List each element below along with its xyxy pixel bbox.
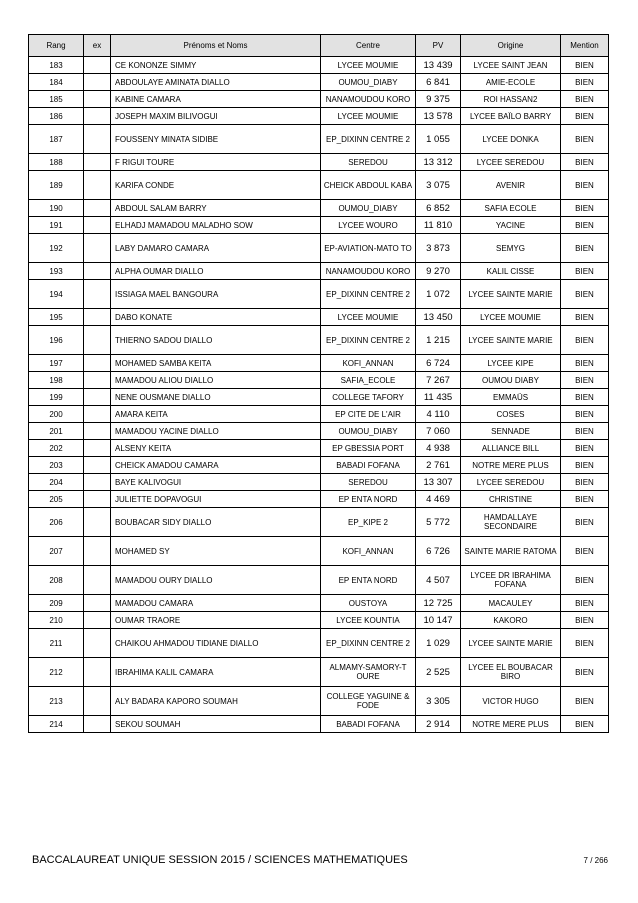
ex-cell	[84, 491, 111, 508]
centre-cell: EP_DIXINN CENTRE 2	[321, 326, 416, 355]
centre-cell: KOFI_ANNAN	[321, 355, 416, 372]
origine-cell: OUMOU DIABY	[461, 372, 561, 389]
header-origine: Origine	[461, 35, 561, 57]
pv-cell: 1 072	[416, 280, 461, 309]
rang-cell: 190	[29, 200, 84, 217]
rang-cell: 189	[29, 171, 84, 200]
pv-cell: 4 469	[416, 491, 461, 508]
results-table	[28, 34, 609, 733]
ex-cell	[84, 629, 111, 658]
ex-cell	[84, 687, 111, 716]
origine-cell: SEMYG	[461, 234, 561, 263]
origine-cell: VICTOR HUGO	[461, 687, 561, 716]
centre-cell: ALMAMY-SAMORY-T OURE	[321, 658, 416, 687]
rang-cell: 213	[29, 687, 84, 716]
pv-cell: 2 914	[416, 716, 461, 733]
origine-cell: LYCEE SEREDOU	[461, 474, 561, 491]
table-row	[29, 595, 609, 612]
centre-cell: SAFIA_ECOLE	[321, 372, 416, 389]
table-row	[29, 154, 609, 171]
header-mention: Mention	[561, 35, 609, 57]
origine-cell: ALLIANCE BILL	[461, 440, 561, 457]
mention-cell: BIEN	[561, 91, 609, 108]
origine-cell: SAINTE MARIE RATOMA	[461, 537, 561, 566]
name-cell: ELHADJ MAMADOU MALADHO SOW	[111, 217, 321, 234]
mention-cell: BIEN	[561, 406, 609, 423]
ex-cell	[84, 125, 111, 154]
pv-cell: 6 841	[416, 74, 461, 91]
rang-cell: 188	[29, 154, 84, 171]
name-cell: KARIFA CONDE	[111, 171, 321, 200]
name-cell: ALY BADARA KAPORO SOUMAH	[111, 687, 321, 716]
centre-cell: LYCEE KOUNTIA	[321, 612, 416, 629]
pv-cell: 4 507	[416, 566, 461, 595]
name-cell: SEKOU SOUMAH	[111, 716, 321, 733]
rang-cell: 210	[29, 612, 84, 629]
table-row	[29, 171, 609, 200]
centre-cell: EP_KIPE 2	[321, 508, 416, 537]
origine-cell: ROI HASSAN2	[461, 91, 561, 108]
name-cell: MAMADOU YACINE DIALLO	[111, 423, 321, 440]
page-footer	[32, 854, 608, 870]
rang-cell: 187	[29, 125, 84, 154]
centre-cell: SEREDOU	[321, 154, 416, 171]
centre-cell: EP-AVIATION-MATO TO	[321, 234, 416, 263]
name-cell: MOHAMED SY	[111, 537, 321, 566]
centre-cell: EP_DIXINN CENTRE 2	[321, 280, 416, 309]
rang-cell: 192	[29, 234, 84, 263]
table-row	[29, 491, 609, 508]
rang-cell: 193	[29, 263, 84, 280]
origine-cell: LYCEE SAINTE MARIE	[461, 280, 561, 309]
ex-cell	[84, 280, 111, 309]
rang-cell: 194	[29, 280, 84, 309]
rang-cell: 209	[29, 595, 84, 612]
table-row	[29, 372, 609, 389]
ex-cell	[84, 108, 111, 125]
centre-cell: EP CITE DE L'AIR	[321, 406, 416, 423]
rang-cell: 208	[29, 566, 84, 595]
ex-cell	[84, 217, 111, 234]
name-cell: LABY DAMARO CAMARA	[111, 234, 321, 263]
name-cell: CHEICK AMADOU CAMARA	[111, 457, 321, 474]
mention-cell: BIEN	[561, 508, 609, 537]
table-row	[29, 389, 609, 406]
mention-cell: BIEN	[561, 687, 609, 716]
ex-cell	[84, 91, 111, 108]
table-row	[29, 326, 609, 355]
table-row	[29, 406, 609, 423]
origine-cell: MACAULEY	[461, 595, 561, 612]
rang-cell: 202	[29, 440, 84, 457]
pv-cell: 13 312	[416, 154, 461, 171]
name-cell: CHAIKOU AHMADOU TIDIANE DIALLO	[111, 629, 321, 658]
table-row	[29, 612, 609, 629]
pv-cell: 6 852	[416, 200, 461, 217]
mention-cell: BIEN	[561, 423, 609, 440]
table-row	[29, 91, 609, 108]
ex-cell	[84, 566, 111, 595]
origine-cell: YACINE	[461, 217, 561, 234]
table-row	[29, 263, 609, 280]
ex-cell	[84, 716, 111, 733]
name-cell: THIERNO SADOU DIALLO	[111, 326, 321, 355]
origine-cell: HAMDALLAYE SECONDAIRE	[461, 508, 561, 537]
centre-cell: LYCEE MOUMIE	[321, 108, 416, 125]
mention-cell: BIEN	[561, 372, 609, 389]
origine-cell: SENNADE	[461, 423, 561, 440]
rang-cell: 204	[29, 474, 84, 491]
mention-cell: BIEN	[561, 57, 609, 74]
centre-cell: EP ENTA NORD	[321, 491, 416, 508]
ex-cell	[84, 423, 111, 440]
rang-cell: 195	[29, 309, 84, 326]
name-cell: CE KONONZE SIMMY	[111, 57, 321, 74]
origine-cell: NOTRE MERE PLUS	[461, 716, 561, 733]
name-cell: OUMAR TRAORE	[111, 612, 321, 629]
table-row	[29, 508, 609, 537]
table-row	[29, 629, 609, 658]
footer-title: BACCALAUREAT UNIQUE SESSION 2015 / SCIENCES MATHEMATIQUES	[32, 854, 408, 866]
name-cell: BOUBACAR SIDY DIALLO	[111, 508, 321, 537]
table-row	[29, 474, 609, 491]
ex-cell	[84, 171, 111, 200]
pv-cell: 2 525	[416, 658, 461, 687]
pv-cell: 10 147	[416, 612, 461, 629]
name-cell: NENE OUSMANE DIALLO	[111, 389, 321, 406]
pv-cell: 3 873	[416, 234, 461, 263]
pv-cell: 13 439	[416, 57, 461, 74]
ex-cell	[84, 537, 111, 566]
mention-cell: BIEN	[561, 566, 609, 595]
ex-cell	[84, 200, 111, 217]
table-row	[29, 108, 609, 125]
ex-cell	[84, 372, 111, 389]
ex-cell	[84, 612, 111, 629]
origine-cell: KAKORO	[461, 612, 561, 629]
origine-cell: EMMAÜS	[461, 389, 561, 406]
table-row	[29, 423, 609, 440]
pv-cell: 4 110	[416, 406, 461, 423]
pv-cell: 9 270	[416, 263, 461, 280]
ex-cell	[84, 154, 111, 171]
table-row	[29, 74, 609, 91]
ex-cell	[84, 440, 111, 457]
centre-cell: EP_DIXINN CENTRE 2	[321, 125, 416, 154]
centre-cell: NANAMOUDOU KORO	[321, 263, 416, 280]
name-cell: AMARA KEITA	[111, 406, 321, 423]
name-cell: ABDOULAYE AMINATA DIALLO	[111, 74, 321, 91]
origine-cell: SAFIA ECOLE	[461, 200, 561, 217]
ex-cell	[84, 234, 111, 263]
pv-cell: 2 761	[416, 457, 461, 474]
header-ex: ex	[84, 35, 111, 57]
table-row	[29, 658, 609, 687]
centre-cell: LYCEE WOURO	[321, 217, 416, 234]
name-cell: MAMADOU ALIOU DIALLO	[111, 372, 321, 389]
origine-cell: LYCEE SEREDOU	[461, 154, 561, 171]
pv-cell: 1 055	[416, 125, 461, 154]
table-row	[29, 687, 609, 716]
mention-cell: BIEN	[561, 537, 609, 566]
name-cell: ISSIAGA MAEL BANGOURA	[111, 280, 321, 309]
origine-cell: CHRISTINE	[461, 491, 561, 508]
pv-cell: 3 305	[416, 687, 461, 716]
rang-cell: 203	[29, 457, 84, 474]
centre-cell: BABADI FOFANA	[321, 457, 416, 474]
origine-cell: LYCEE SAINT JEAN	[461, 57, 561, 74]
rang-cell: 212	[29, 658, 84, 687]
origine-cell: LYCEE SAINTE MARIE	[461, 326, 561, 355]
centre-cell: LYCEE MOUMIE	[321, 57, 416, 74]
name-cell: MAMADOU CAMARA	[111, 595, 321, 612]
rang-cell: 198	[29, 372, 84, 389]
name-cell: MOHAMED SAMBA KEITA	[111, 355, 321, 372]
name-cell: ABDOUL SALAM BARRY	[111, 200, 321, 217]
centre-cell: COLLEGE YAGUINE & FODE	[321, 687, 416, 716]
origine-cell: NOTRE MERE PLUS	[461, 457, 561, 474]
mention-cell: BIEN	[561, 217, 609, 234]
ex-cell	[84, 74, 111, 91]
centre-cell: BABADI FOFANA	[321, 716, 416, 733]
name-cell: DABO KONATE	[111, 309, 321, 326]
mention-cell: BIEN	[561, 234, 609, 263]
mention-cell: BIEN	[561, 629, 609, 658]
name-cell: F RIGUI TOURE	[111, 154, 321, 171]
origine-cell: LYCEE BAÏLO BARRY	[461, 108, 561, 125]
rang-cell: 201	[29, 423, 84, 440]
rang-cell: 197	[29, 355, 84, 372]
table-row	[29, 217, 609, 234]
mention-cell: BIEN	[561, 440, 609, 457]
pv-cell: 11 810	[416, 217, 461, 234]
rang-cell: 205	[29, 491, 84, 508]
name-cell: ALSENY KEITA	[111, 440, 321, 457]
mention-cell: BIEN	[561, 355, 609, 372]
pv-cell: 1 215	[416, 326, 461, 355]
mention-cell: BIEN	[561, 263, 609, 280]
pv-cell: 13 450	[416, 309, 461, 326]
mention-cell: BIEN	[561, 154, 609, 171]
header-centre: Centre	[321, 35, 416, 57]
pv-cell: 13 307	[416, 474, 461, 491]
centre-cell: EP ENTA NORD	[321, 566, 416, 595]
rang-cell: 196	[29, 326, 84, 355]
centre-cell: KOFI_ANNAN	[321, 537, 416, 566]
name-cell: KABINE CAMARA	[111, 91, 321, 108]
origine-cell: LYCEE DR IBRAHIMA FOFANA	[461, 566, 561, 595]
name-cell: IBRAHIMA KALIL CAMARA	[111, 658, 321, 687]
origine-cell: LYCEE KIPE	[461, 355, 561, 372]
pv-cell: 7 267	[416, 372, 461, 389]
centre-cell: COLLEGE TAFORY	[321, 389, 416, 406]
origine-cell: COSES	[461, 406, 561, 423]
name-cell: BAYE KALIVOGUI	[111, 474, 321, 491]
mention-cell: BIEN	[561, 612, 609, 629]
pv-cell: 6 726	[416, 537, 461, 566]
mention-cell: BIEN	[561, 474, 609, 491]
name-cell: FOUSSENY MINATA SIDIBE	[111, 125, 321, 154]
pv-cell: 9 375	[416, 91, 461, 108]
table-row	[29, 566, 609, 595]
pv-cell: 3 075	[416, 171, 461, 200]
mention-cell: BIEN	[561, 280, 609, 309]
pv-cell: 4 938	[416, 440, 461, 457]
rang-cell: 183	[29, 57, 84, 74]
rang-cell: 186	[29, 108, 84, 125]
mention-cell: BIEN	[561, 171, 609, 200]
ex-cell	[84, 57, 111, 74]
centre-cell: CHEICK ABDOUL KABA	[321, 171, 416, 200]
table-row	[29, 57, 609, 74]
mention-cell: BIEN	[561, 457, 609, 474]
pv-cell: 6 724	[416, 355, 461, 372]
table-row	[29, 537, 609, 566]
origine-cell: LYCEE SAINTE MARIE	[461, 629, 561, 658]
origine-cell: AVENIR	[461, 171, 561, 200]
table-row	[29, 457, 609, 474]
mention-cell: BIEN	[561, 200, 609, 217]
ex-cell	[84, 474, 111, 491]
centre-cell: OUSTOYA	[321, 595, 416, 612]
origine-cell: LYCEE MOUMIE	[461, 309, 561, 326]
mention-cell: BIEN	[561, 108, 609, 125]
table-row	[29, 200, 609, 217]
pv-cell: 7 060	[416, 423, 461, 440]
rang-cell: 200	[29, 406, 84, 423]
header-rang: Rang	[29, 35, 84, 57]
page-number: 7 / 266	[583, 856, 608, 865]
pv-cell: 13 578	[416, 108, 461, 125]
centre-cell: NANAMOUDOU KORO	[321, 91, 416, 108]
rang-cell: 207	[29, 537, 84, 566]
centre-cell: OUMOU_DIABY	[321, 74, 416, 91]
centre-cell: LYCEE MOUMIE	[321, 309, 416, 326]
mention-cell: BIEN	[561, 309, 609, 326]
rang-cell: 191	[29, 217, 84, 234]
table-row	[29, 716, 609, 733]
centre-cell: EP GBESSIA PORT	[321, 440, 416, 457]
centre-cell: EP_DIXINN CENTRE 2	[321, 629, 416, 658]
origine-cell: LYCEE EL BOUBACAR BIRO	[461, 658, 561, 687]
table-row	[29, 234, 609, 263]
ex-cell	[84, 658, 111, 687]
pv-cell: 5 772	[416, 508, 461, 537]
mention-cell: BIEN	[561, 74, 609, 91]
table-row	[29, 280, 609, 309]
rang-cell: 211	[29, 629, 84, 658]
table-row	[29, 125, 609, 154]
pv-cell: 12 725	[416, 595, 461, 612]
rang-cell: 185	[29, 91, 84, 108]
centre-cell: SEREDOU	[321, 474, 416, 491]
ex-cell	[84, 457, 111, 474]
rang-cell: 199	[29, 389, 84, 406]
pv-cell: 1 029	[416, 629, 461, 658]
centre-cell: OUMOU_DIABY	[321, 423, 416, 440]
ex-cell	[84, 406, 111, 423]
mention-cell: BIEN	[561, 716, 609, 733]
ex-cell	[84, 355, 111, 372]
table-row	[29, 355, 609, 372]
ex-cell	[84, 595, 111, 612]
name-cell: JOSEPH MAXIM BILIVOGUI	[111, 108, 321, 125]
ex-cell	[84, 309, 111, 326]
mention-cell: BIEN	[561, 326, 609, 355]
ex-cell	[84, 508, 111, 537]
header-pv: PV	[416, 35, 461, 57]
rang-cell: 184	[29, 74, 84, 91]
name-cell: MAMADOU OURY DIALLO	[111, 566, 321, 595]
rang-cell: 214	[29, 716, 84, 733]
header-nom: Prénoms et Noms	[111, 35, 321, 57]
table-header-row	[29, 35, 609, 57]
centre-cell: OUMOU_DIABY	[321, 200, 416, 217]
pv-cell: 11 435	[416, 389, 461, 406]
origine-cell: LYCEE DONKA	[461, 125, 561, 154]
table-row	[29, 440, 609, 457]
ex-cell	[84, 263, 111, 280]
table-row	[29, 309, 609, 326]
ex-cell	[84, 389, 111, 406]
mention-cell: BIEN	[561, 389, 609, 406]
name-cell: ALPHA OUMAR DIALLO	[111, 263, 321, 280]
origine-cell: AMIE-ECOLE	[461, 74, 561, 91]
rang-cell: 206	[29, 508, 84, 537]
mention-cell: BIEN	[561, 658, 609, 687]
ex-cell	[84, 326, 111, 355]
results-sheet	[28, 34, 608, 733]
mention-cell: BIEN	[561, 125, 609, 154]
origine-cell: KALIL CISSE	[461, 263, 561, 280]
mention-cell: BIEN	[561, 595, 609, 612]
name-cell: JULIETTE DOPAVOGUI	[111, 491, 321, 508]
mention-cell: BIEN	[561, 491, 609, 508]
